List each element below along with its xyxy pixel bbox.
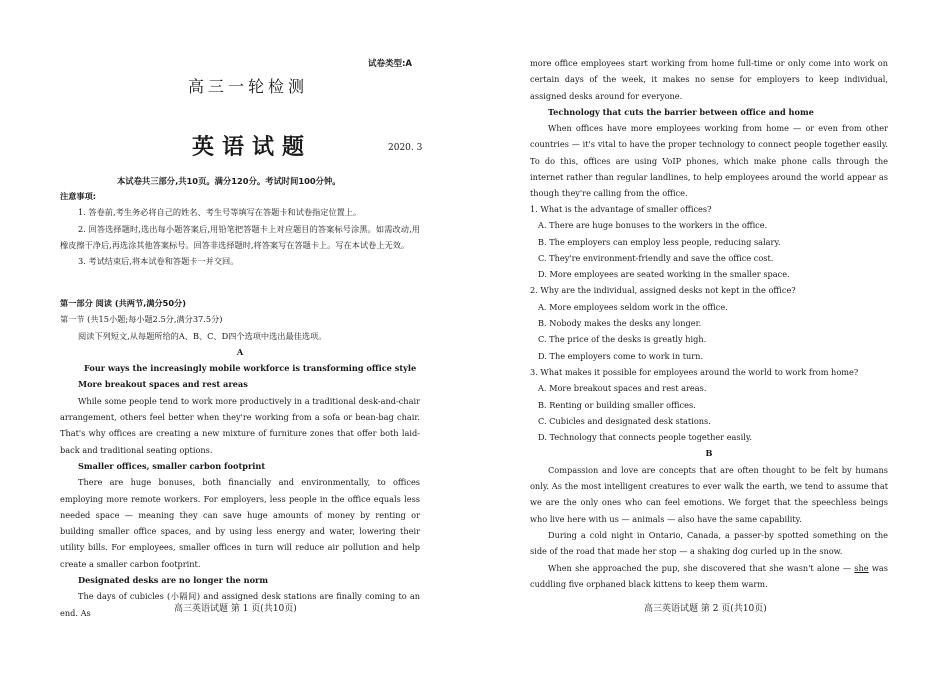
exam-info: 本试卷共三部分,共10页。满分120分。考试时间100分钟。 bbox=[117, 176, 341, 186]
passage-a-paragraph-4: When offices have more employees working from home — or even from other countries — it's vital to have the proper technology to connect people together easily. To do this, offices are using VoIP phones, which make phone calls through the internet rather than regular landlines, to help employees around the world appear as though they're calling from the office. bbox=[530, 123, 888, 199]
question-stem: 1. What is the advantage of smaller offices? bbox=[530, 204, 712, 214]
part1-title: 第一部分 阅读 (共两节,满分50分) bbox=[60, 298, 186, 308]
passage-a-heading-3: Designated desks are no longer the norm bbox=[78, 575, 269, 586]
question-option: A. There are huge bonuses to the workers in the office. bbox=[538, 220, 768, 231]
passage-a-heading-4: Technology that cuts the barrier between office and home bbox=[548, 106, 814, 117]
question-option: B. The employers can employ less people, reducing salary. bbox=[538, 236, 781, 247]
passage-a-paragraph-2: There are huge bonuses, both financially and environmentally, to offices employing more remote workers. For employers, less people in the office equals less needed space — meaning they can save huge amounts of money by renting or building smaller office spaces, and by using less energy and water, lowering their utility bills. For employees, smaller offices in turn will reduce air pollution and help create a smaller carbon footprint. bbox=[60, 477, 420, 569]
passage-b-p3-after: was cuddling five orphaned black kittens to keep them warm. bbox=[530, 562, 888, 589]
note-item: 3. 考试结束后,将本试卷和答题卡一并交回。 bbox=[78, 256, 239, 267]
passage-a-paragraph-1: While some people tend to work more productively in a traditional desk-and-chair arrangement, others feel better when they're working from a sofa or bean-bag chair. That's why offices are creating a new mixture of furniture zones that offer both laid-back and traditional seating options. bbox=[60, 395, 420, 455]
questions-block bbox=[530, 201, 888, 592]
passage-b-paragraph-1: Compassion and love are concepts that are often thought to be felt by humans only. As the most intelligent creatures to ever walk the earth, we tend to assume that we are the only ones who can feel emotions. We forget that the speechless beings who live here with us — animals — also have the same capability. bbox=[530, 464, 888, 524]
passage-a-paragraph-3-continued: more office employees start working from home full-time or only come into work on certain days of the week, it makes no sense for employers to keep individual, assigned desks around for everyone. bbox=[530, 58, 888, 101]
passage-b-paragraph-2: During a cold night in Ontario, Canada, a passer-by spotted something on the side of the road that made her stop — a shaking dog curled up in the snow. bbox=[530, 529, 888, 557]
question-option: D. The employers come to work in turn. bbox=[538, 350, 704, 361]
note-item: 2. 回答选择题时,选出每小题答案后,用铅笔把答题卡上对应题目的答案标号涂黑。如需改动,用橡皮擦干净后,再选涂其他答案标号。回答非选择题时,将答案写在答题卡上。写在本试卷上无效。 bbox=[60, 223, 420, 250]
page-footer-right: 高三英语试题 第 2 页(共10页) bbox=[644, 604, 767, 614]
question-option: C. The price of the desks is greatly high. bbox=[538, 334, 707, 345]
notes-block bbox=[60, 188, 420, 269]
passage-b-p3-before: When she approached the pup, she discovered that she wasn't alone — bbox=[548, 562, 855, 573]
exam-date: 2020. 3 bbox=[388, 143, 423, 153]
question-option: C. Cubicles and designated desk stations. bbox=[538, 415, 711, 426]
paper-type: 试卷类型:A bbox=[368, 59, 412, 69]
passage-a-letter: A bbox=[236, 346, 244, 357]
passage-a-heading-1: More breakout spaces and rest areas bbox=[78, 379, 248, 390]
part1-block bbox=[60, 295, 420, 621]
section1-instruction: 阅读下列短文,从每题所给的A、B、C、D四个选项中选出最佳选项。 bbox=[78, 330, 327, 341]
subject-title: 英语试题 bbox=[192, 134, 313, 160]
question-option: A. More employees seldom work in the office. bbox=[538, 301, 728, 312]
question-option: B. Nobody makes the desks any longer. bbox=[538, 318, 702, 329]
passage-a-paragraph-3: The days of cubicles (小隔间) and assigned desk stations are finally coming to an end. As bbox=[60, 591, 420, 618]
exam-series-title: 高三一轮检测 bbox=[188, 77, 309, 96]
section1-title: 第一节 (共15小题;每小题2.5分,满分37.5分) bbox=[60, 314, 223, 325]
passage-a-continued bbox=[530, 55, 888, 202]
underlined-word: she bbox=[854, 562, 869, 573]
question-option: A. More breakout spaces and rest areas. bbox=[538, 383, 707, 394]
question-option: D. Technology that connects people together easily. bbox=[538, 432, 753, 443]
page-footer-left: 高三英语试题 第 1 页(共10页) bbox=[174, 604, 297, 614]
question-stem: 3. What makes it possible for employees around the world to work from home? bbox=[530, 366, 859, 377]
notes-title: 注意事项: bbox=[60, 191, 97, 201]
question-option: D. More employees are seated working in the smaller space. bbox=[538, 269, 790, 280]
note-item: 1. 答卷前,考生务必将自己的姓名、考生号等填写在答题卡和试卷指定位置上。 bbox=[78, 207, 362, 218]
passage-a-heading-2: Smaller offices, smaller carbon footprint bbox=[78, 460, 266, 471]
passage-b-paragraph-3 bbox=[530, 560, 888, 593]
question-option: C. They're environment-friendly and save the office cost. bbox=[538, 252, 774, 263]
question-option: B. Renting or building smaller offices. bbox=[538, 399, 696, 410]
passage-b-letter: B bbox=[705, 448, 713, 459]
passage-a-title: Four ways the increasingly mobile workforce is transforming office style bbox=[84, 363, 417, 374]
question-stem: 2. Why are the individual, assigned desks not kept in the office? bbox=[530, 285, 796, 296]
